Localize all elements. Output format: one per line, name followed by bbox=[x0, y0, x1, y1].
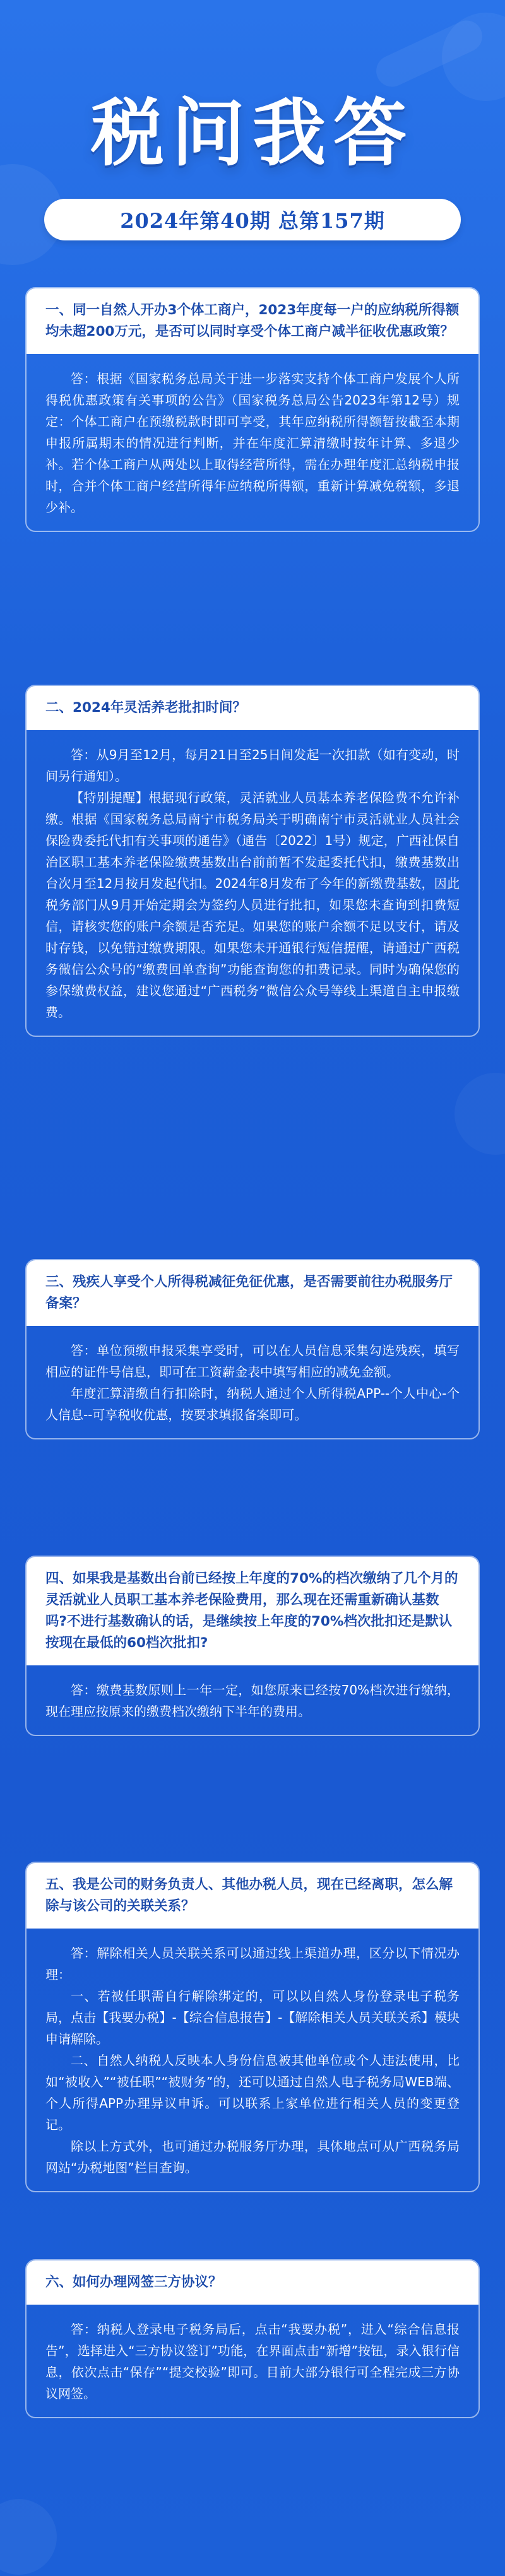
answer-paragraph: 【特别提醒】根据现行政策，灵活就业人员基本养老保险费不允许补缴。根据《国家税务总局南宁市税务局关于明确南宁市灵活就业人员社会保险费委托代扣有关事项的通告》（通告〔2022〕1号）规定，广西社保自治区职工基本养老保险缴费基数出台前前暂不发起委托代扣，缴费基数出台次月至12月按月发起代扣。2024年8月发布了今年的新缴费基数，因此税务部门从9月开始定期会为签约人员进行批扣，如果您未查询到扣费短信，请核实您的账户余额是否充足。如果您的账户余额不足以支付，请及时存钱，以免错过缴费期限。如果您未开通银行短信提醒，请通过广西税务微信公众号的“缴费回单查询”功能查询您的扣费记录。同时为确保您的参保缴费权益，建议您通过“广西税务”微信公众号等线上渠道自主申报缴费。 bbox=[45, 790, 460, 1020]
question-4: 四、如果我是基数出台前已经按上年度的70%的档次缴纳了几个月的灵活就业人员职工基本养老保险费用，那么现在还需重新确认基数吗?不进行基数确认的话，是继续按上年度的70%档次批扣还是默认按现在最低的60档次批扣? bbox=[27, 1557, 478, 1665]
question-1: 一、同一自然人开办3个体工商户，2023年度每一户的应纳税所得额均未超200万元，是否可以同时享受个体工商户减半征收优惠政策？ bbox=[27, 288, 478, 354]
issue-banner bbox=[44, 199, 461, 240]
answer-paragraph: 答：缴费基数原则上一年一定，如您原来已经按70%档次进行缴纳，现在理应按原来的缴费档次缴纳下半年的费用。 bbox=[45, 1682, 460, 1719]
answer-2 bbox=[27, 730, 478, 1036]
answer-4 bbox=[27, 1665, 478, 1735]
answer-5 bbox=[27, 1929, 478, 2191]
issue-number: 2024年第40期 总第157期 bbox=[120, 209, 385, 233]
decorative-circle bbox=[454, 1073, 505, 1155]
qa-card-5 bbox=[25, 1862, 480, 2192]
question-3: 三、残疾人享受个人所得税减征免征优惠，是否需要前往办税服务厅备案？ bbox=[27, 1260, 478, 1326]
question-5: 五、我是公司的财务负责人、其他办税人员，现在已经离职，怎么解除与该公司的关联关系？ bbox=[27, 1863, 478, 1929]
answer-paragraph: 答：根据《国家税务总局关于进一步落实支持个体工商户发展个人所得税优惠政策有关事项的公告》（国家税务总局公告2023年第12号）规定：个体工商户在预缴税款时即可享受，其年应纳税所得额暂按截至本期申报所属期末的情况进行判断，并在年度汇算清缴时按年计算、多退少补。若个体工商户从两处以上取得经营所得，需在办理年度汇总纳税申报时，合并个体工商户经营所得年应纳税所得额，重新计算减免税额，多退少补。 bbox=[45, 371, 460, 515]
qa-card-3 bbox=[25, 1259, 480, 1439]
answer-paragraph: 二、自然人纳税人反映本人身份信息被其他单位或个人违法使用，比如“被收入”“被任职”“被财务”的，还可以通过自然人电子税务局WEB端、个人所得APP办理异议申诉。可以联系上家单位进行相关人员的变更登记。 bbox=[45, 2053, 460, 2132]
answer-paragraph: 除以上方式外，也可通过办税服务厅办理，具体地点可从广西税务局网站“办税地图”栏目查询。 bbox=[45, 2139, 460, 2175]
answer-paragraph: 答：单位预缴申报采集享受时，可以在人员信息采集勾选残疾，填写相应的证件号信息，即可在工资薪金表中填写相应的减免金额。 bbox=[45, 1343, 460, 1380]
qa-card-2 bbox=[25, 685, 480, 1037]
answer-paragraph: 答：从9月至12月，每月21日至25日间发起一次扣款（如有变动，时间另行通知）。 bbox=[45, 747, 460, 784]
answer-1 bbox=[27, 354, 478, 531]
qa-card-6 bbox=[25, 2259, 480, 2418]
answer-paragraph: 一、若被任职需自行解除绑定的，可以以自然人身份登录电子税务局，点击【我要办税】-【综合信息报告】-【解除相关人员关联关系】模块申请解除。 bbox=[45, 1988, 460, 2047]
answer-paragraph: 答：解除相关人员关联关系可以通过线上渠道办理，区分以下情况办理： bbox=[45, 1946, 460, 1982]
page-header bbox=[0, 0, 505, 252]
answer-3 bbox=[27, 1326, 478, 1438]
answer-paragraph: 答：纳税人登录电子税务局后，点击“我要办税”，进入“综合信息报告”，选择进入“三方协议签订”功能，在界面点击“新增”按钮，录入银行信息，依次点击“保存”“提交校验”即可。目前大部分银行可全程完成三方协议网签。 bbox=[45, 2322, 460, 2401]
question-2: 二、2024年灵活养老批扣时间？ bbox=[27, 686, 478, 730]
answer-6 bbox=[27, 2305, 478, 2417]
qa-card-4 bbox=[25, 1556, 480, 1736]
qa-card-1 bbox=[25, 287, 480, 532]
question-6: 六、如何办理网签三方协议？ bbox=[27, 2260, 478, 2305]
page-title: 税问我答 bbox=[91, 90, 414, 176]
decorative-circle bbox=[0, 2499, 57, 2575]
answer-paragraph: 年度汇算清缴自行扣除时，纳税人通过个人所得税APP--个人中心-个人信息--可享税收优惠，按要求填报备案即可。 bbox=[45, 1386, 460, 1422]
